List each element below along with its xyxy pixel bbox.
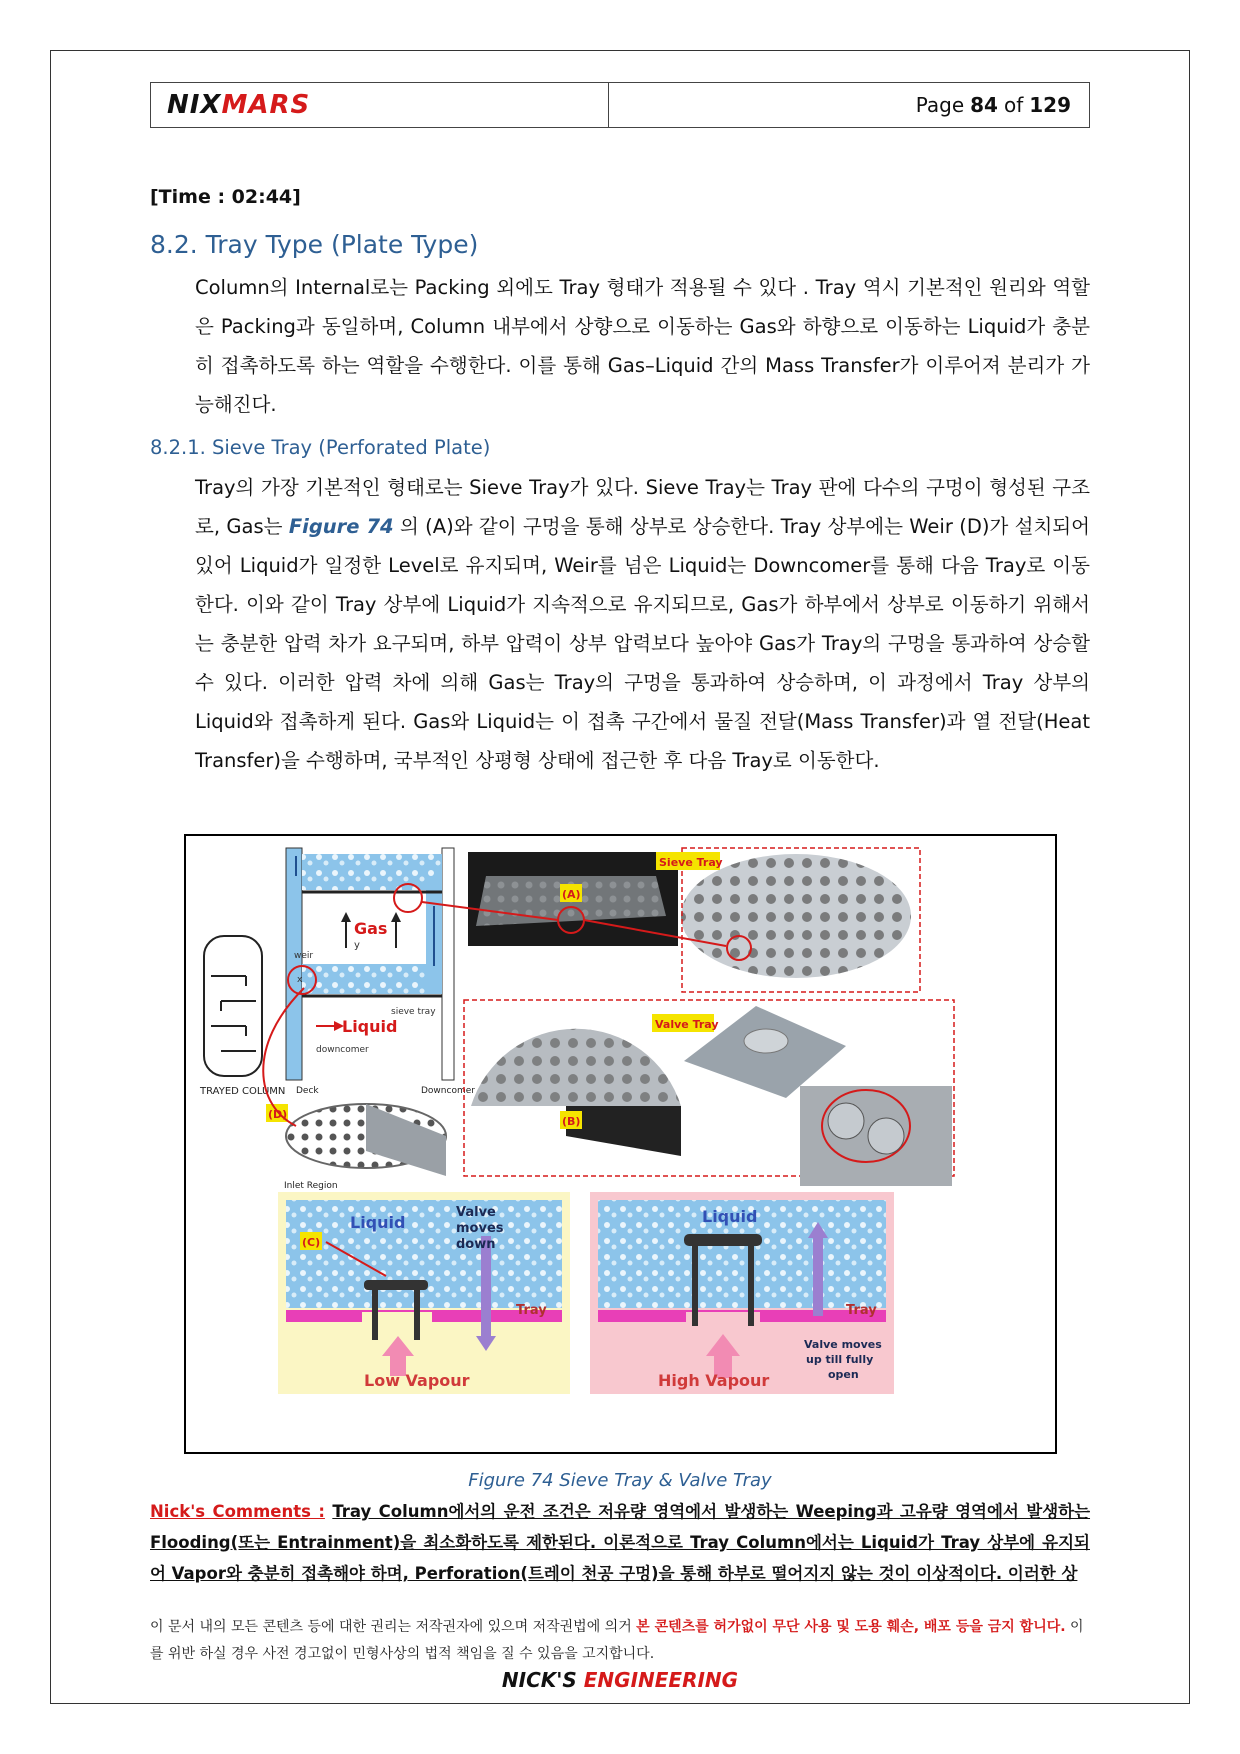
svg-text:weir: weir bbox=[294, 951, 314, 961]
footer-brand: NICK'S ENGINEERING bbox=[501, 1668, 739, 1692]
label-d: (D) bbox=[268, 1108, 288, 1121]
svg-text:Liquid: Liquid bbox=[702, 1207, 758, 1226]
trayed-column-sketch bbox=[199, 936, 285, 1097]
svg-text:up till fully: up till fully bbox=[806, 1353, 874, 1366]
section-paragraph: Column의 Internal로는 Packing 외에도 Tray 형태가 적용될 수 있다 . Tray 역시 기본적인 원리와 역할은 Packing과 동일하며, Column 내부에서 상향으로 이동하는 Gas와 하향으로 이동하는 Liquid가 충분히 접촉하도록 하는 역할을 수행한다. 이를 통해 Gas–Liquid 간의 Mass Transfer가 이루어져 분리가 가능해진다. bbox=[195, 276, 1090, 416]
liquid-label: Liquid bbox=[342, 1017, 398, 1036]
svg-text:Deck: Deck bbox=[296, 1086, 319, 1096]
column-cross-section bbox=[286, 848, 454, 1080]
svg-text:Valve: Valve bbox=[456, 1205, 496, 1220]
logo: NIXMARS bbox=[167, 90, 311, 120]
subsection-paragraph: Tray의 가장 기본적인 형태로는 Sieve Tray가 있다. Sieve Tray는 Tray 판에 다수의 구멍이 형성된 구조로, Gas는 Figure 74 의 (A)와 같이 구멍을 통해 상부로 상승한다. Tray 상부에는 Weir (D)가 설치되어 있어 Liquid가 일정한 Level로 유지되며, Weir를 넘은 Liquid는 Downcomer를 통해 다음 Tray로 이동한다. 이와 같이 Tray 상부에 Liquid가 지속적으로 유지되므로, Gas가 하부에서 상부로 이동하기 위해서는 충분한 압력 차가 요구되며, 하부 압력이 상부 압력보다 높아야 Gas가 Tray의 구멍을 통과하여 상승할 수 있다. 이러한 압력 차에 의해 Gas는 Tray의 구멍을 통과하여 상승하며, 이 과정에서 Tray 상부의 Liquid와 접촉하게 된다. Gas와 Liquid는 이 접촉 구간에서 물질 전달(Mass Transfer)과 열 전달(Heat Transfer)을 수행하며, 국부적인 상평형 상태에 접근한 후 다음 Tray로 이동한다. bbox=[195, 476, 1090, 772]
svg-text:Valve moves: Valve moves bbox=[804, 1338, 882, 1351]
valve-tray-photos bbox=[464, 1000, 954, 1186]
time-stamp: [Time : 02:44] bbox=[150, 186, 301, 208]
svg-text:moves: moves bbox=[456, 1221, 504, 1236]
subsection-title: 8.2.1. Sieve Tray (Perforated Plate) bbox=[150, 436, 491, 459]
logo-cell bbox=[151, 83, 609, 127]
valve-tray-label: Valve Tray bbox=[655, 1018, 719, 1031]
figure-caption: Figure 74 Sieve Tray & Valve Tray bbox=[468, 1470, 772, 1491]
figure-74 bbox=[184, 834, 1057, 1454]
high-vapour-diagram bbox=[590, 1192, 894, 1394]
high-vapour-label: High Vapour bbox=[658, 1371, 770, 1390]
page-header bbox=[150, 82, 1090, 128]
svg-text:down: down bbox=[456, 1237, 496, 1252]
low-vapour-diagram bbox=[278, 1192, 570, 1394]
comment-label: Nick's Comments : bbox=[150, 1502, 325, 1521]
svg-text:open: open bbox=[828, 1368, 859, 1381]
sieve-tray-label: Sieve Tray bbox=[659, 856, 723, 869]
label-b: (B) bbox=[562, 1115, 581, 1128]
svg-text:Liquid: Liquid bbox=[350, 1213, 406, 1232]
label-a: (A) bbox=[562, 888, 581, 901]
page-number: Page 84 of 129 bbox=[915, 93, 1071, 117]
low-vapour-label: Low Vapour bbox=[364, 1371, 470, 1390]
svg-text:y: y bbox=[354, 940, 360, 951]
svg-text:sieve tray: sieve tray bbox=[391, 1007, 436, 1017]
figure-link[interactable]: Figure 74 bbox=[288, 515, 394, 538]
svg-text:Downcomer: Downcomer bbox=[421, 1086, 475, 1096]
comment-text: Tray Column에서의 운전 조건은 저유량 영역에서 발생하는 Weeping과 고유량 영역에서 발생하는 Flooding(또는 Entrainment)을 최소화하도록 제한된다. 이론적으로 Tray Column에서는 Liquid가 Tray 상부에 유지되어 Vapor와 충분히 접촉해야 하며, Perforation(트레이 천공 구멍)을 통해 하부로 떨어지지 않는 것이 이상적이다. 이러한 상 bbox=[150, 1502, 1091, 1583]
svg-text:Tray: Tray bbox=[516, 1303, 547, 1318]
svg-text:x: x bbox=[297, 975, 303, 985]
label-c: (C) bbox=[302, 1236, 321, 1249]
svg-text:downcomer: downcomer bbox=[316, 1045, 369, 1055]
svg-text:Tray: Tray bbox=[846, 1303, 877, 1318]
section-title: 8.2. Tray Type (Plate Type) bbox=[150, 230, 479, 259]
nicks-comments bbox=[150, 1496, 1090, 1589]
svg-text:Inlet Region: Inlet Region bbox=[284, 1181, 338, 1191]
copyright-note: 이 문서 내의 모든 콘텐츠 등에 대한 권리는 저작권자에 있으며 저작권법에 의거 본 콘텐츠를 허가없이 무단 사용 및 도용 훼손, 배포 등을 금지 합니다. 이를 위반 하실 경우 사전 경고없이 민형사상의 법적 책임을 질 수 있음을 고지합니다. bbox=[150, 1619, 1084, 1662]
gas-label: Gas bbox=[354, 919, 388, 938]
trayed-column-label: TRAYED COLUMN bbox=[200, 1086, 286, 1097]
sieve-tray-photos bbox=[422, 848, 920, 992]
